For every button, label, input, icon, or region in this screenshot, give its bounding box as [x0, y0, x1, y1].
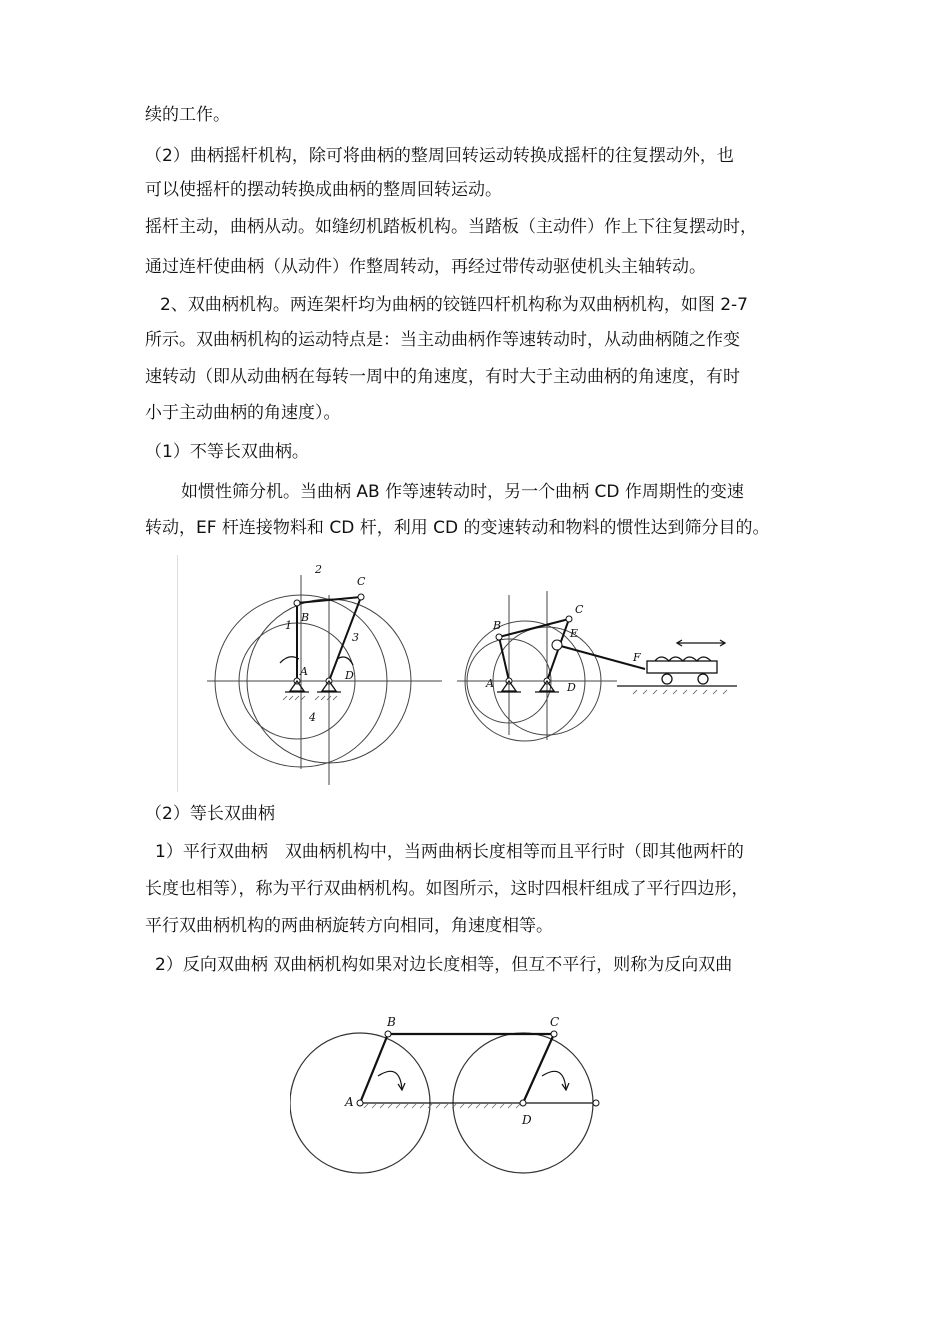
- paragraph-line: 通过连杆使曲柄（从动件）作整周转动，再经过带传动驱使机头主轴转动。: [145, 257, 706, 277]
- paragraph-line: （2）曲柄摇杆机构，除可将曲柄的整周回转运动转换成摇杆的往复摆动外，也: [145, 146, 734, 166]
- label-A: A: [486, 677, 494, 690]
- paragraph-line: 摇杆主动，曲柄从动。如缝纫机踏板机构。当踏板（主动件）作上下往复摆动时，: [145, 217, 757, 237]
- paragraph-line: 长度也相等），称为平行双曲柄机构。如图所示，这时四根杆组成了平行四边形，: [145, 879, 749, 899]
- figure1-svg: [177, 555, 750, 792]
- label-D: D: [345, 669, 354, 682]
- paragraph-line: 转动，EF 杆连接物料和 CD 杆，利用 CD 的变速转动和物料的惯性达到筛分目的。: [145, 518, 770, 538]
- label-A: A: [345, 1095, 354, 1109]
- paragraph-line: 所示。双曲柄机构的运动特点是：当主动曲柄作等速转动时，从动曲柄随之作变: [145, 330, 740, 350]
- label-B: B: [301, 611, 310, 624]
- paragraph-line: 如惯性筛分机。当曲柄 AB 作等速转动时，另一个曲柄 CD 作周期性的变速: [181, 482, 744, 502]
- label-2: 2: [315, 563, 322, 576]
- paragraph-line: 可以使摇杆的摆动转换成曲柄的整周回转运动。: [145, 180, 502, 200]
- label-C: C: [550, 1015, 560, 1029]
- paragraph-line: 平行双曲柄机构的两曲柄旋转方向相同，角速度相等。: [145, 916, 553, 936]
- label-D: D: [567, 681, 576, 694]
- figure-parallel-double-crank: [290, 1002, 610, 1182]
- figure-double-crank-screen: [177, 555, 750, 792]
- paragraph-line: （2）等长双曲柄: [145, 804, 275, 824]
- label-4: 4: [309, 711, 316, 724]
- label-B: B: [493, 619, 502, 632]
- paragraph-line: 速转动（即从动曲柄在每转一周中的角速度，有时大于主动曲柄的角速度，有时: [145, 367, 740, 387]
- paragraph-line: （1）不等长双曲柄。: [145, 442, 309, 462]
- label-C: C: [575, 603, 584, 616]
- figure2-svg: [290, 1002, 610, 1182]
- label-A: A: [300, 665, 308, 678]
- label-1: 1: [285, 619, 292, 632]
- label-E: E: [570, 627, 579, 640]
- paragraph-line: 1）平行双曲柄 双曲柄机构中，当两曲柄长度相等而且平行时（即其他两杆的: [155, 842, 744, 862]
- label-D: D: [522, 1113, 532, 1127]
- label-C: C: [357, 575, 366, 588]
- label-B: B: [387, 1015, 396, 1029]
- paragraph-line: 小于主动曲柄的角速度）。: [145, 403, 341, 423]
- label-F: F: [633, 651, 641, 664]
- paragraph-line: 2）反向双曲柄 双曲柄机构如果对边长度相等，但互不平行，则称为反向双曲: [155, 955, 733, 975]
- paragraph-line: 续的工作。: [145, 105, 230, 125]
- label-3: 3: [352, 631, 359, 644]
- paragraph-line: 2、双曲柄机构。两连架杆均为曲柄的铰链四杆机构称为双曲柄机构，如图 2-7: [160, 295, 748, 315]
